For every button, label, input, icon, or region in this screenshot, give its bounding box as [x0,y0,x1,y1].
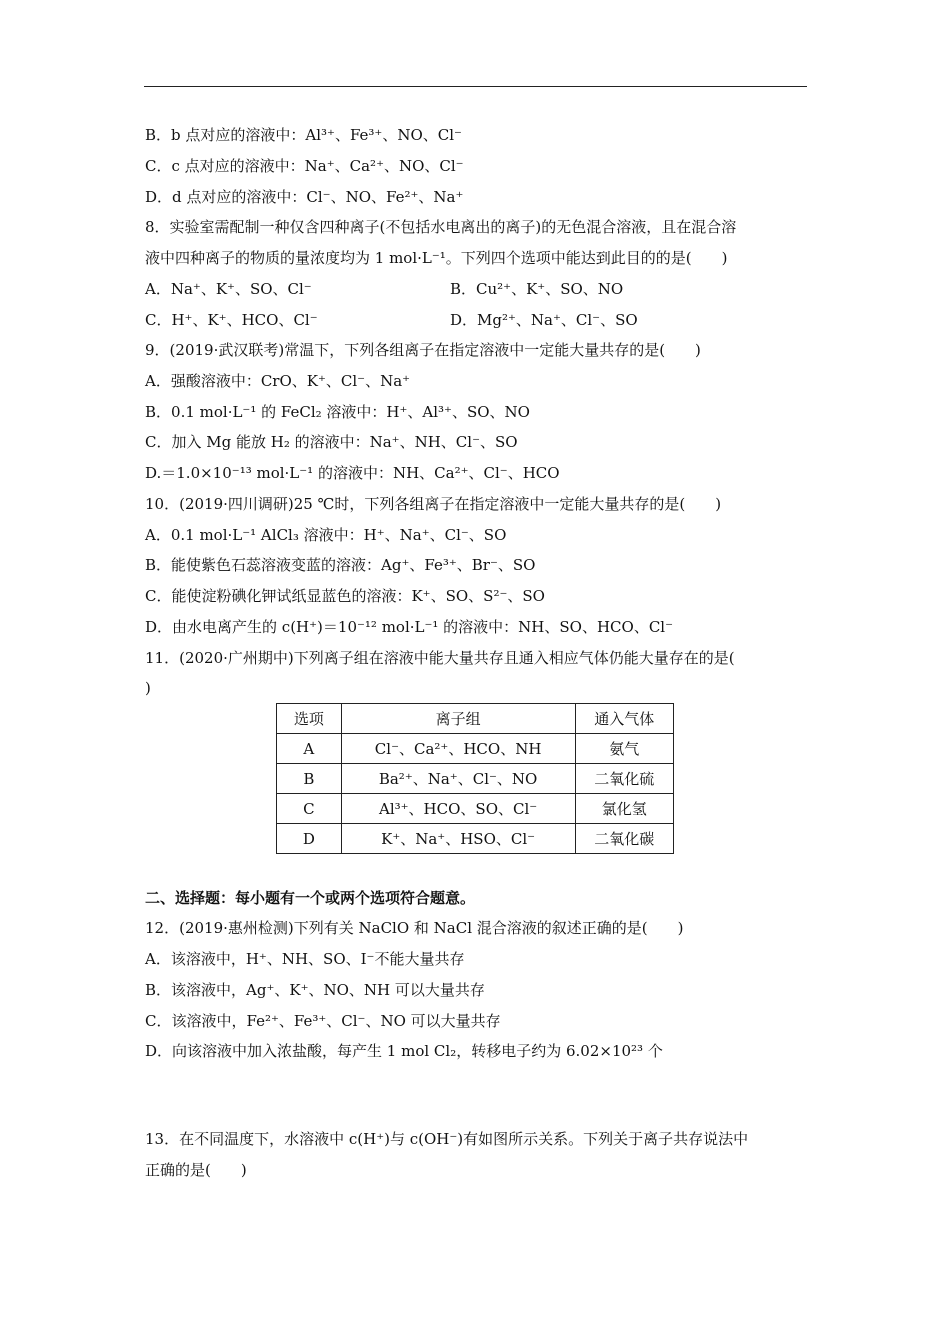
q13-stem-line1: 13．在不同温度下，水溶液中 c(H⁺)与 c(OH⁻)有如图所示关系。下列关于离子共存说法中 [145,1130,749,1148]
table-cell: 二氧化硫 [575,764,673,794]
table-cell: D [277,824,342,854]
q7-option-d: D．d 点对应的溶液中：Cl⁻、NO、Fe²⁺、Na⁺ [145,188,464,206]
table-cell: 氯化氢 [575,794,673,824]
q8-option-b: B．Cu²⁺、K⁺、SO、NO [450,280,624,298]
q10-stem: 10．(2019·四川调研)25 ℃时，下列各组离子在指定溶液中一定能大量共存的是( ) [145,495,722,513]
q7-option-b: B．b 点对应的溶液中：Al³⁺、Fe³⁺、NO、Cl⁻ [145,126,462,144]
table-row [277,794,674,824]
table-row [277,764,674,794]
table-header-cell: 选项 [277,704,342,734]
table-cell: 二氧化碳 [575,824,673,854]
section-2-heading: 二、选择题：每小题有一个或两个选项符合题意。 [145,889,476,907]
table-cell: C [277,794,342,824]
header-rule [144,86,807,87]
table-cell: Al³⁺、HCO、SO、Cl⁻ [341,794,575,824]
q10-option-c: C．能使淀粉碘化钾试纸显蓝色的溶液：K⁺、SO、S²⁻、SO [145,587,545,605]
q9-option-c: C．加入 Mg 能放 H₂ 的溶液中：Na⁺、NH、Cl⁻、SO [145,433,518,451]
table-header-cell: 离子组 [341,704,575,734]
q9-option-d: D.＝1.0×10⁻¹³ mol·L⁻¹ 的溶液中：NH、Ca²⁺、Cl⁻、HCO [145,464,560,482]
q12-option-c: C．该溶液中，Fe²⁺、Fe³⁺、Cl⁻、NO 可以大量共存 [145,1012,501,1030]
q10-option-b: B．能使紫色石蕊溶液变蓝的溶液：Ag⁺、Fe³⁺、Br⁻、SO [145,556,536,574]
q8-stem-line1: 8．实验室需配制一种仅含四种离子(不包括水电离出的离子)的无色混合溶液，且在混合溶 [145,218,737,236]
table-row [277,824,674,854]
q10-option-d: D．由水电离产生的 c(H⁺)＝10⁻¹² mol·L⁻¹ 的溶液中：NH、SO、HCO、Cl⁻ [145,618,674,636]
q10-option-a: A．0.1 mol·L⁻¹ AlCl₃ 溶液中：H⁺、Na⁺、Cl⁻、SO [145,526,507,544]
q8-option-c: C．H⁺、K⁺、HCO、Cl⁻ [145,311,318,329]
q12-option-b: B．该溶液中，Ag⁺、K⁺、NO、NH 可以大量共存 [145,981,485,999]
table-cell: A [277,734,342,764]
q9-option-b: B．0.1 mol·L⁻¹ 的 FeCl₂ 溶液中：H⁺、Al³⁺、SO、NO [145,403,530,421]
q8-option-a: A．Na⁺、K⁺、SO、Cl⁻ [145,280,312,298]
q8-stem-line2: 液中四种离子的物质的量浓度均为 1 mol·L⁻¹。下列四个选项中能达到此目的的是( ) [145,249,728,267]
q12-option-a: A．该溶液中，H⁺、NH、SO、I⁻不能大量共存 [145,950,465,968]
q8-option-d: D．Mg²⁺、Na⁺、Cl⁻、SO [450,311,638,329]
table-cell: Ba²⁺、Na⁺、Cl⁻、NO [341,764,575,794]
q9-stem: 9．(2019·武汉联考)常温下，下列各组离子在指定溶液中一定能大量共存的是( ) [145,341,701,359]
q7-option-c: C．c 点对应的溶液中：Na⁺、Ca²⁺、NO、Cl⁻ [145,157,464,175]
table-cell: B [277,764,342,794]
table-row [277,734,674,764]
table-cell: K⁺、Na⁺、HSO、Cl⁻ [341,824,575,854]
q9-option-a: A．强酸溶液中：CrO、K⁺、Cl⁻、Na⁺ [145,372,411,390]
q11-table [276,703,674,854]
table-cell: 氨气 [575,734,673,764]
q11-stem-line1: 11．(2020·广州期中)下列离子组在溶液中能大量共存且通入相应气体仍能大量存在的是( [145,649,735,667]
q12-stem: 12．(2019·惠州检测)下列有关 NaClO 和 NaCl 混合溶液的叙述正确的是( ) [145,919,684,937]
table-header-row [277,704,674,734]
q11-stem-line2: ) [145,679,151,697]
q13-stem-line2: 正确的是( ) [145,1161,247,1179]
q12-option-d: D．向该溶液中加入浓盐酸，每产生 1 mol Cl₂，转移电子约为 6.02×10²³ 个 [145,1042,663,1060]
table-cell: Cl⁻、Ca²⁺、HCO、NH [341,734,575,764]
table-header-cell: 通入气体 [575,704,673,734]
